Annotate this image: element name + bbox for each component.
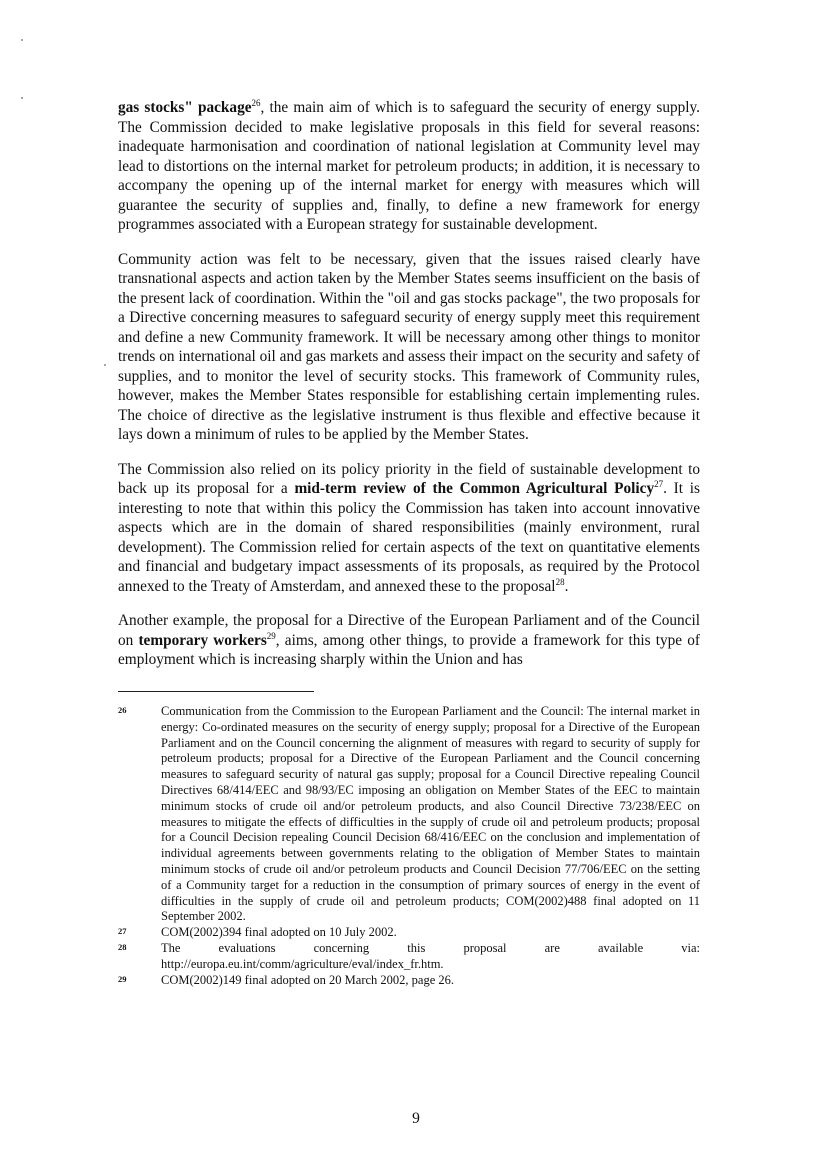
paragraph-p1 <box>118 98 700 235</box>
text-run: . <box>564 577 569 595</box>
footnote-26 <box>118 704 700 925</box>
bold-phrase: mid-term review of the Common Agricultural Policy <box>294 480 655 497</box>
scan-speck <box>21 97 23 99</box>
footnote-ref: 26 <box>251 97 261 108</box>
footnotes <box>118 704 700 988</box>
footnote-text: Communication from the Commission to the European Parliament and the Council: The internal market in energy: Co-ordinated measures on the security of energy supply; proposal for a Directive of the European Parliament and on the Council concerning the alignment of measures with regard to security of supply for petroleum products; proposal for a Directive of the European Parliament and the Council concerning measures to safeguard security of natural gas supply; proposal for a Council Directive repealing Council Directives 68/414/EEC and 98/93/EC imposing an obligation on Member States of the EEC to maintain minimum stocks of crude oil and/or petroleum products, and also Council Directive 73/238/EEC on measures to mitigate the effects of difficulties in the supply of crude oil and petroleum products; proposal for a Council Decision repealing Council Decision 68/416/EEC on the conclusion and implementation of individual agreements between governments relating to the obligation of Member States to maintain minimum stocks of crude oil and/or petroleum products and Council Decision 77/706/EEC on the setting of a Community target for a reduction in the consumption of primary sources of energy in the event of difficulties in the supply of crude oil and petroleum products; COM(2002)488 final adopted on 11 September 2002. <box>161 704 700 924</box>
footnote-text: COM(2002)394 final adopted on 10 July 2002. <box>161 925 397 940</box>
scan-speck <box>104 364 106 366</box>
footnote-ref: 28 <box>555 576 565 587</box>
paragraph-p2 <box>118 250 700 445</box>
page-number: 9 <box>412 1110 420 1127</box>
footnote-number: 26 <box>118 705 127 715</box>
text-run: Community action was felt to be necessary, given that the issues raised clearly have transnational aspects and action taken by the Member States seems insufficient on the basis of the present lack of coordination. Within the "oil and gas stocks package", the two proposals for a Directive concerning measures to safeguard security of energy supply meet this requirement and define a new Community framework. It will be necessary among other things to monitor trends on international oil and gas markets and assess their impact on the security and safety of supplies, and to monitor the level of security stocks. This framework of Community rules, however, makes the Member States responsible for establishing certain implementing rules. The choice of directive as the legislative instrument is thus flexible and effective because it lays down a minimum of rules to be applied by the Member States. <box>118 250 700 443</box>
footnote-29 <box>118 973 700 989</box>
footnote-ref: 27 <box>654 478 664 489</box>
footnote-separator <box>118 691 314 692</box>
text-run: , the main aim of which is to safeguard the security of energy supply. The Commission decided to make legislative proposals in this field for several reasons: inadequate harmonisation and coordination of national legislation at Community level may lead to distortions on the internal market for petroleum products; in addition, it is necessary to accompany the opening up of the internal market for energy with measures which will guarantee the security of supplies and, finally, to define a new framework for energy programmes associated with a European strategy for sustainable development. <box>118 99 700 233</box>
text-run: The Commission also relied on its policy priority in the field of sustainable development to back up its proposal for a <box>118 460 700 497</box>
footnote-text: The evaluations concerning this proposal are available via: http://europa.eu.int/comm/agriculture/eval/index_fr.htm. <box>161 940 700 971</box>
text-run: . It is interesting to note that within this policy the Commission has taken into account innovative aspects which are in the domain of shared responsibilities (mainly environment, rural development). The Commission relied for certain aspects of the text on quantitative elements and financial and budgetary impact assessments of its proposals, as required by the Protocol annexed to the Treaty of Amsterdam, and annexed these to the proposal <box>118 480 700 595</box>
footnote-28 <box>118 941 700 973</box>
footnote-27 <box>118 925 700 941</box>
body-text <box>118 98 700 685</box>
scan-speck <box>21 39 23 41</box>
paragraph-p4 <box>118 611 700 670</box>
text-run: , aims, among other things, to provide a framework for this type of employment which is increasing sharply within the Union and has <box>118 631 700 668</box>
paragraph-p3 <box>118 460 700 597</box>
footnote-text: COM(2002)149 final adopted on 20 March 2002, page 26. <box>161 972 454 987</box>
bold-phrase: temporary workers <box>138 631 267 649</box>
footnote-number: 29 <box>118 973 127 984</box>
footnote-number: 27 <box>118 926 127 937</box>
text-run: Another example, the proposal for a Directive of the European Parliament and of the Council on <box>118 612 700 649</box>
footnote-number: 28 <box>118 941 127 952</box>
bold-phrase: gas stocks" package <box>118 99 252 116</box>
footnote-ref: 29 <box>266 630 276 641</box>
